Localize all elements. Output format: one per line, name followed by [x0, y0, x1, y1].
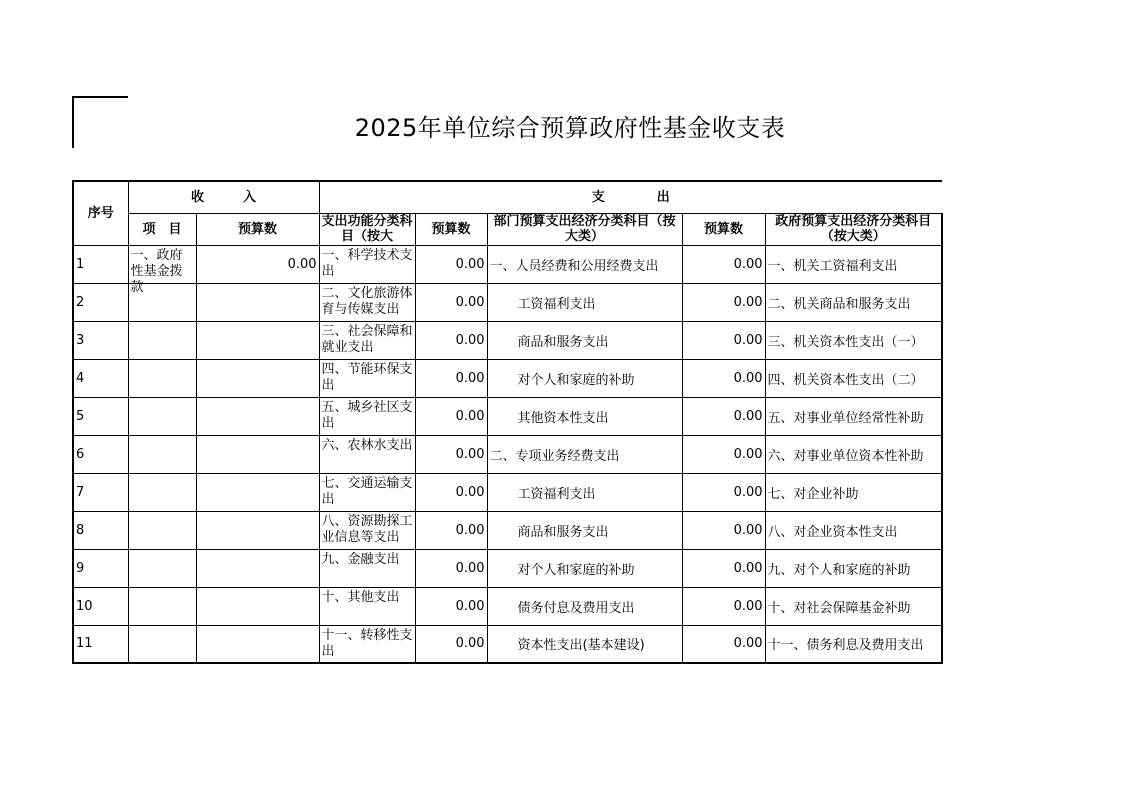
row-gov-econ: 一、机关工资福利支出: [765, 245, 942, 283]
row-seq: 2: [73, 283, 128, 321]
row-func-class: [319, 245, 415, 283]
header-func-amount: 预算数: [415, 213, 487, 245]
row-func-class: [319, 587, 415, 625]
table-row: [73, 321, 942, 359]
row-dept-econ: 一、人员经费和公用经费支出: [487, 245, 682, 283]
row-income-item-text: 一、政府性基金拨款: [130, 247, 183, 295]
row-func-amount: 0.00: [415, 587, 487, 625]
row-gov-econ: 八、对企业资本性支出: [765, 511, 942, 549]
row-income-item: [128, 359, 196, 397]
row-seq: 3: [73, 321, 128, 359]
page-title: 2025年单位综合预算政府性基金收支表: [354, 114, 786, 142]
row-dept-amount: 0.00: [682, 245, 765, 283]
budget-table: [72, 180, 943, 664]
table-row: [73, 359, 942, 397]
row-dept-econ: 债务付息及费用支出: [487, 587, 682, 625]
row-income-item: [128, 435, 196, 473]
row-dept-amount: 0.00: [682, 511, 765, 549]
header-dept-amount: 预算数: [682, 213, 765, 245]
row-dept-econ: 商品和服务支出: [487, 511, 682, 549]
row-func-class: [319, 625, 415, 663]
row-func-class: [319, 549, 415, 587]
row-func-class: [319, 473, 415, 511]
header-func-class: 支出功能分类科目（按大: [319, 213, 415, 245]
row-dept-amount: 0.00: [682, 321, 765, 359]
header-dept-econ: 部门预算支出经济分类科目（按大类）: [487, 213, 682, 245]
row-dept-econ: 工资福利支出: [487, 283, 682, 321]
row-seq: 6: [73, 435, 128, 473]
row-gov-econ: 九、对个人和家庭的补助: [765, 549, 942, 587]
row-dept-econ: 工资福利支出: [487, 473, 682, 511]
row-seq: 11: [73, 625, 128, 663]
row-income-amount: [196, 511, 319, 549]
row-seq: 8: [73, 511, 128, 549]
row-seq: 4: [73, 359, 128, 397]
row-dept-amount: 0.00: [682, 359, 765, 397]
row-gov-econ: 五、对事业单位经常性补助: [765, 397, 942, 435]
row-income-item-text: [131, 628, 194, 662]
row-income-item: [128, 511, 196, 549]
row-func-class-text: 七、交通运输支出: [321, 475, 413, 507]
row-income-amount: [196, 625, 319, 663]
table-row: [73, 625, 942, 663]
row-seq: 10: [73, 587, 128, 625]
row-income-amount: [196, 283, 319, 321]
row-func-class-text: 八、资源勘探工业信息等支出: [321, 513, 413, 545]
row-dept-econ: 资本性支出(基本建设): [487, 625, 682, 663]
row-func-amount: 0.00: [415, 245, 487, 283]
row-income-amount: [196, 359, 319, 397]
table-row: [73, 435, 942, 473]
row-income-item: [128, 549, 196, 587]
row-func-class: [319, 511, 415, 549]
header-gov-econ: 政府预算支出经济分类科目（按大类）: [765, 213, 942, 245]
row-dept-amount: 0.00: [682, 435, 765, 473]
row-func-amount: 0.00: [415, 511, 487, 549]
row-income-amount: [196, 321, 319, 359]
row-func-amount: 0.00: [415, 473, 487, 511]
row-income-item: [128, 473, 196, 511]
row-income-item: [128, 587, 196, 625]
row-func-amount: 0.00: [415, 397, 487, 435]
row-func-class-text: 五、城乡社区支出: [321, 399, 413, 431]
row-func-class: [319, 321, 415, 359]
row-func-amount: 0.00: [415, 321, 487, 359]
row-func-class-text: 三、社会保障和就业支出: [321, 323, 413, 355]
row-dept-amount: 0.00: [682, 625, 765, 663]
table-row: [73, 549, 942, 587]
row-func-amount: 0.00: [415, 435, 487, 473]
row-gov-econ: 四、机关资本性支出（二）: [765, 359, 942, 397]
row-dept-amount: 0.00: [682, 397, 765, 435]
row-gov-econ: 十、对社会保障基金补助: [765, 587, 942, 625]
row-func-class-text: 一、科学技术支出: [321, 247, 413, 279]
row-gov-econ: 六、对事业单位资本性补助: [765, 435, 942, 473]
row-income-amount: [196, 435, 319, 473]
table-row: [73, 511, 942, 549]
table-row: [73, 473, 942, 511]
row-func-class-text: 十、其他支出: [321, 589, 400, 605]
row-func-class: [319, 435, 415, 473]
table-row: [73, 587, 942, 625]
row-income-amount: 0.00: [196, 245, 319, 283]
row-dept-econ: 其他资本性支出: [487, 397, 682, 435]
row-func-class-text: 六、农林水支出: [321, 437, 413, 453]
row-income-item: [128, 321, 196, 359]
row-seq: 9: [73, 549, 128, 587]
row-func-class-text: 九、金融支出: [321, 551, 400, 567]
row-seq: 1: [73, 245, 128, 283]
row-dept-econ: 商品和服务支出: [487, 321, 682, 359]
row-dept-amount: 0.00: [682, 587, 765, 625]
row-func-class: [319, 397, 415, 435]
row-income-item: [128, 397, 196, 435]
row-gov-econ: 三、机关资本性支出（一）: [765, 321, 942, 359]
row-income-item: [128, 625, 196, 663]
header-seq: 序号: [73, 181, 128, 245]
row-dept-amount: 0.00: [682, 283, 765, 321]
row-func-class-text: 二、文化旅游体育与传媒支出: [321, 285, 413, 317]
header-income-item: 项 目: [128, 213, 196, 245]
row-dept-econ: 对个人和家庭的补助: [487, 549, 682, 587]
table-row: [73, 245, 942, 283]
row-income-item-text: [131, 438, 194, 472]
row-gov-econ: 十一、债务利息及费用支出: [765, 625, 942, 663]
row-func-amount: 0.00: [415, 549, 487, 587]
row-income-item-text: [131, 552, 194, 586]
row-income-item-text: [131, 362, 194, 396]
row-func-class: [319, 359, 415, 397]
row-dept-econ: 对个人和家庭的补助: [487, 359, 682, 397]
row-gov-econ: 二、机关商品和服务支出: [765, 283, 942, 321]
header-expense: 支 出: [319, 181, 942, 213]
row-func-amount: 0.00: [415, 283, 487, 321]
row-income-item: [128, 245, 196, 295]
row-dept-amount: 0.00: [682, 549, 765, 587]
row-seq: 7: [73, 473, 128, 511]
corner-mark: [72, 96, 128, 148]
table-row: [73, 397, 942, 435]
row-func-amount: 0.00: [415, 625, 487, 663]
header-income: 收 入: [128, 181, 319, 213]
row-income-item-text: [131, 514, 194, 548]
row-income-item-text: [131, 476, 194, 510]
row-gov-econ: 七、对企业补助: [765, 473, 942, 511]
row-func-class: [319, 283, 415, 321]
row-func-amount: 0.00: [415, 359, 487, 397]
table-row: [73, 283, 942, 321]
row-dept-econ: 二、专项业务经费支出: [487, 435, 682, 473]
row-income-amount: [196, 397, 319, 435]
header-income-amount: 预算数: [196, 213, 319, 245]
row-func-class-text: 四、节能环保支出: [321, 361, 413, 393]
row-income-item-text: [131, 324, 194, 358]
row-func-class-text: 十一、转移性支出: [321, 627, 413, 659]
row-income-amount: [196, 473, 319, 511]
row-seq: 5: [73, 397, 128, 435]
row-income-amount: [196, 549, 319, 587]
row-income-amount: [196, 587, 319, 625]
row-income-item-text: [131, 400, 194, 434]
row-dept-amount: 0.00: [682, 473, 765, 511]
row-income-item-text: [131, 590, 194, 624]
